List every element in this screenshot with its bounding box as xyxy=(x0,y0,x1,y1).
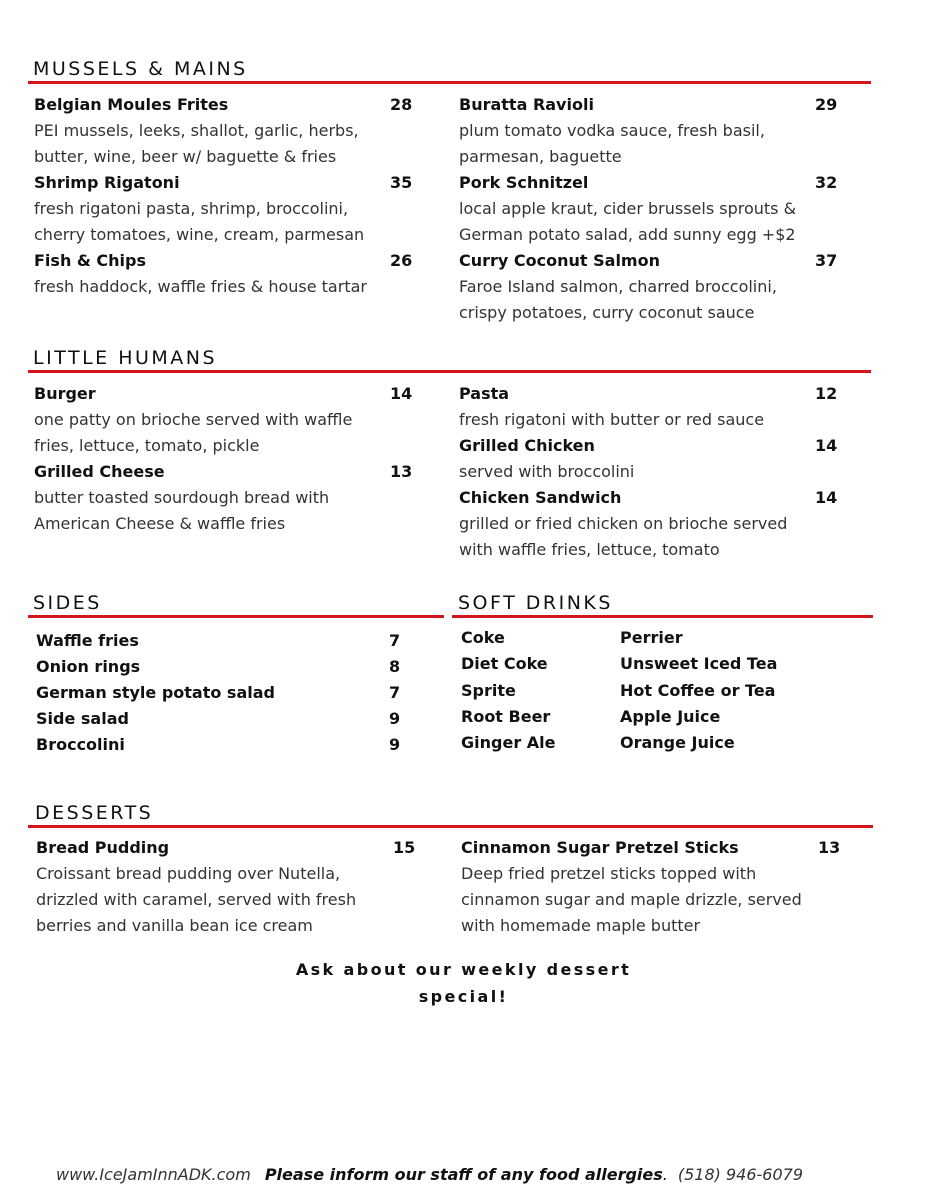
side-item-price: 7 xyxy=(389,631,401,650)
side-item-price: 9 xyxy=(389,709,401,728)
menu-item-description: PEI mussels, leeks, shallot, garlic, herbs, butter, wine, beer w/ baguette & fries xyxy=(34,121,359,166)
menu-item-name: Pork Schnitzel xyxy=(459,173,589,192)
menu-item-name: Chicken Sandwich xyxy=(459,488,622,507)
menu-item-description: Faroe Island salmon, charred broccolini, crispy potatoes, curry coconut sauce xyxy=(459,277,777,322)
menu-item-description: grilled or fried chicken on brioche served with waffle fries, lettuce, tomato xyxy=(459,514,788,559)
drink-item: Hot Coffee or Tea xyxy=(620,681,776,700)
section-divider xyxy=(28,825,873,828)
menu-item-price: 32 xyxy=(815,173,838,192)
section-title-soft-drinks: SOFT DRINKS xyxy=(458,592,613,614)
allergy-period: . xyxy=(662,1165,668,1184)
side-item-price: 9 xyxy=(389,735,401,754)
allergy-notice xyxy=(265,1165,668,1184)
menu-item-description: fresh rigatoni pasta, shrimp, broccolini, cherry tomatoes, wine, cream, parmesan xyxy=(34,199,365,244)
section-divider xyxy=(28,370,871,373)
menu-item-name: Burger xyxy=(34,384,96,403)
drink-item: Apple Juice xyxy=(620,707,721,726)
website-link[interactable]: www.IceJamInnADK.com xyxy=(56,1165,251,1184)
section-title-desserts: DESSERTS xyxy=(35,802,154,824)
menu-item-name: Pasta xyxy=(459,384,510,403)
section-title-mussels-mains: MUSSELS & MAINS xyxy=(33,58,248,80)
section-title-sides: SIDES xyxy=(33,592,102,614)
menu-item-price: 28 xyxy=(390,95,413,114)
menu-item-price: 29 xyxy=(815,95,838,114)
menu-item-price: 35 xyxy=(390,173,413,192)
menu-item-description: plum tomato vodka sauce, fresh basil, parmesan, baguette xyxy=(459,121,765,166)
menu-item-description: local apple kraut, cider brussels sprouts & German potato salad, add sunny egg +$2 xyxy=(459,199,797,244)
menu-item-name: Fish & Chips xyxy=(34,251,147,270)
dessert-item-description: Deep fried pretzel sticks topped with cinnamon sugar and maple drizzle, served with homemade maple butter xyxy=(461,864,802,935)
dessert-item-price: 13 xyxy=(818,838,841,857)
dessert-item-name: Cinnamon Sugar Pretzel Sticks xyxy=(461,838,739,857)
dessert-special-note: Ask about our weekly dessert special! xyxy=(295,960,632,1006)
section-title-little-humans: LITTLE HUMANS xyxy=(33,347,218,369)
menu-item-price: 37 xyxy=(815,251,838,270)
drink-item: Diet Coke xyxy=(461,654,548,673)
section-divider xyxy=(28,81,871,84)
menu-item-description: served with broccolini xyxy=(459,462,635,481)
side-item-name: Waffle fries xyxy=(36,631,139,650)
dessert-item-description: Croissant bread pudding over Nutella, drizzled with caramel, served with fresh berries and vanilla bean ice cream xyxy=(36,864,357,935)
side-item-name: German style potato salad xyxy=(36,683,275,702)
menu-item-price: 14 xyxy=(815,488,838,507)
menu-item-name: Grilled Cheese xyxy=(34,462,165,481)
menu-item-price: 13 xyxy=(390,462,413,481)
menu-item-name: Belgian Moules Frites xyxy=(34,95,229,114)
drink-item: Orange Juice xyxy=(620,733,735,752)
side-item-name: Onion rings xyxy=(36,657,141,676)
drink-item: Perrier xyxy=(620,628,683,647)
drink-item: Coke xyxy=(461,628,505,647)
side-item-name: Broccolini xyxy=(36,735,125,754)
menu-item-price: 14 xyxy=(815,436,838,455)
dessert-item-name: Bread Pudding xyxy=(36,838,170,857)
footer xyxy=(56,1165,803,1184)
side-item-name: Side salad xyxy=(36,709,129,728)
side-item-price: 8 xyxy=(389,657,401,676)
menu-item-price: 26 xyxy=(390,251,413,270)
side-item-price: 7 xyxy=(389,683,401,702)
menu-item-name: Buratta Ravioli xyxy=(459,95,594,114)
menu-item-name: Curry Coconut Salmon xyxy=(459,251,660,270)
section-divider xyxy=(28,615,444,618)
drink-item: Ginger Ale xyxy=(461,733,556,752)
menu-item-description: fresh rigatoni with butter or red sauce xyxy=(459,410,765,429)
menu-item-price: 14 xyxy=(390,384,413,403)
allergy-text: Please inform our staff of any food allergies xyxy=(264,1165,663,1184)
menu-item-price: 12 xyxy=(815,384,838,403)
menu-item-name: Shrimp Rigatoni xyxy=(34,173,180,192)
menu-item-name: Grilled Chicken xyxy=(459,436,595,455)
phone-number: (518) 946-6079 xyxy=(677,1165,804,1184)
menu-item-description: butter toasted sourdough bread with American Cheese & waffle fries xyxy=(34,488,330,533)
menu-item-description: fresh haddock, waffle fries & house tartar xyxy=(34,277,367,296)
drink-item: Sprite xyxy=(461,681,516,700)
menu-item-description: one patty on brioche served with waffle fries, lettuce, tomato, pickle xyxy=(34,410,353,455)
drink-item: Unsweet Iced Tea xyxy=(620,654,778,673)
drink-item: Root Beer xyxy=(461,707,551,726)
dessert-item-price: 15 xyxy=(393,838,416,857)
section-divider xyxy=(452,615,873,618)
